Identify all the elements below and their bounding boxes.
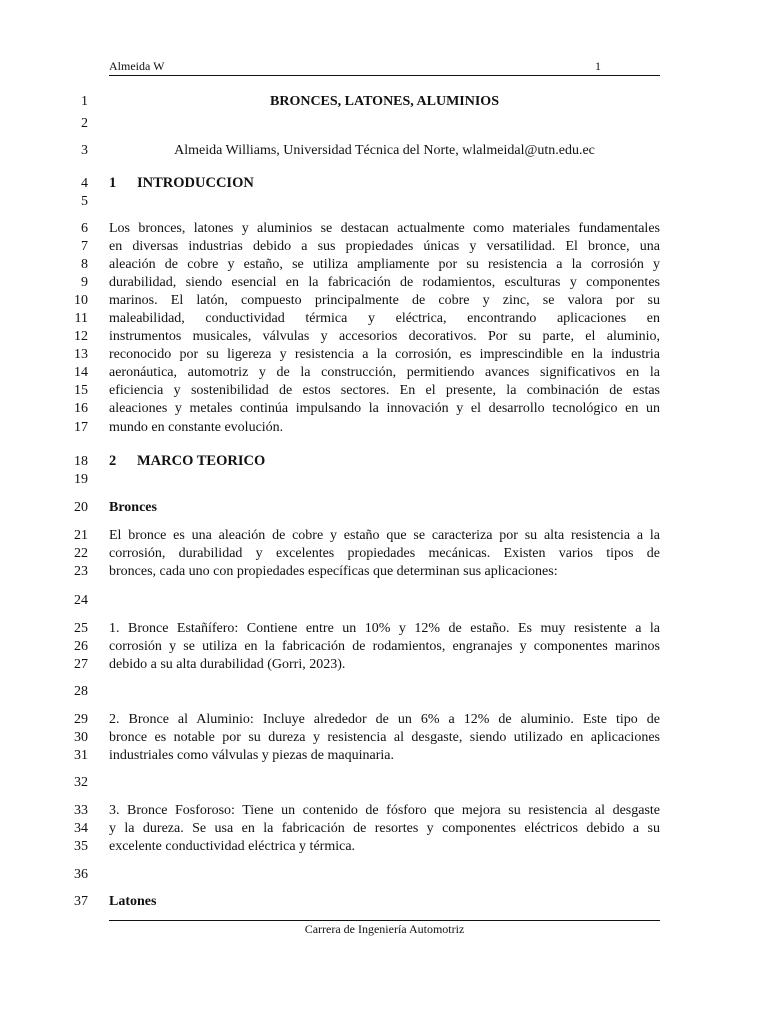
document-title: BRONCES, LATONES, ALUMINIOS [270, 94, 499, 109]
line-number: 33 [74, 803, 88, 818]
line-number: 30 [74, 730, 88, 745]
section-number: 1 [109, 175, 117, 191]
line-number: 9 [81, 275, 88, 290]
list-item-line: corrosión y se utiliza en la fabricación de rodamientos, engranajes y componentes marinos [109, 639, 660, 654]
subheading-bronces: Bronces [109, 500, 157, 515]
paragraph-line: bronces, cada uno con propiedades específicas que determinan sus aplicaciones: [109, 564, 558, 579]
line-number: 10 [74, 293, 88, 308]
line-number: 16 [74, 401, 88, 416]
line-number: 34 [74, 821, 88, 836]
line-number: 19 [74, 472, 88, 487]
paragraph-line: aleaciones y metales continúa impulsando la innovación y el desarrollo tecnológico en un [109, 401, 660, 416]
line-number: 36 [74, 867, 88, 882]
line-number: 25 [74, 621, 88, 636]
list-item-line: industriales como válvulas y piezas de maquinaria. [109, 748, 394, 763]
line-number: 13 [74, 347, 88, 362]
header-page-number: 1 [595, 59, 601, 73]
line-number: 24 [74, 593, 88, 608]
line-number: 8 [81, 257, 88, 272]
line-number: 1 [81, 94, 88, 109]
line-number: 32 [74, 775, 88, 790]
line-number: 3 [81, 143, 88, 158]
page-footer: Carrera de Ingeniería Automotriz [304, 922, 465, 936]
paragraph-line: eficiencia y sostenibilidad de estos sectores. En el presente, la combinación de estas [109, 383, 660, 398]
line-number: 15 [74, 383, 88, 398]
page-header [109, 59, 660, 76]
line-number: 12 [74, 329, 88, 344]
line-number: 27 [74, 657, 88, 672]
paragraph-line: marinos. El latón, compuesto principalmente de cobre y zinc, se valora por su [109, 293, 660, 308]
list-item-line: 1. Bronce Estañífero: Contiene entre un 10% y 12% de estaño. Es muy resistente a la [109, 621, 660, 636]
line-number: 17 [74, 420, 88, 435]
section-title: MARCO TEORICO [137, 453, 266, 469]
line-number: 18 [74, 454, 88, 469]
line-number: 37 [74, 894, 88, 909]
paragraph-line: Los bronces, latones y aluminios se destacan actualmente como materiales fundamentales [109, 221, 660, 236]
section-number: 2 [109, 453, 117, 469]
list-item-line: debido a su alta durabilidad (Gorri, 2023). [109, 657, 346, 672]
line-number: 22 [74, 546, 88, 561]
line-number: 31 [74, 748, 88, 763]
line-number: 26 [74, 639, 88, 654]
paragraph-line: reconocido por su ligereza y resistencia a la corrosión, es imprescindible en la industria [109, 347, 660, 362]
section-title: INTRODUCCION [137, 175, 254, 191]
paragraph-line: corrosión, durabilidad y excelentes propiedades mecánicas. Existen varios tipos de [109, 546, 660, 561]
list-item-line: 2. Bronce al Aluminio: Incluye alrededor de un 6% a 12% de aluminio. Este tipo de [109, 712, 660, 727]
paragraph-line: mundo en constante evolución. [109, 420, 284, 435]
line-number: 6 [81, 221, 88, 236]
line-number: 7 [81, 239, 88, 254]
paragraph-line: durabilidad, siendo esencial en la fabricación de rodamientos, esculturas y componentes [109, 275, 660, 290]
subheading-latones: Latones [109, 894, 157, 909]
list-item-line: bronce es notable por su dureza y resistencia al desgaste, siendo utilizado en aplicaciones [109, 730, 660, 745]
list-item-line: y la dureza. Se usa en la fabricación de resortes y componentes eléctricos debido a su [109, 821, 660, 836]
line-number: 28 [74, 684, 88, 699]
line-number: 23 [74, 564, 88, 579]
paragraph-line: maleabilidad, conductividad térmica y eléctrica, encontrando aplicaciones en [109, 311, 660, 326]
paragraph-line: El bronce es una aleación de cobre y estaño que se caracteriza por su alta resistencia a la [109, 528, 660, 543]
list-item-line: 3. Bronce Fosforoso: Tiene un contenido de fósforo que mejora su resistencia al desgaste [109, 803, 660, 818]
line-number: 11 [74, 311, 88, 326]
section-heading-introduccion [109, 174, 660, 192]
line-number: 14 [74, 365, 88, 380]
footer-divider [109, 920, 660, 921]
section-heading-marco-teorico [109, 452, 660, 470]
paragraph-line: aeronáutica, automotriz y de la construcción, permitiendo avances significativos en la [109, 365, 660, 380]
authors-line: Almeida Williams, Universidad Técnica del Norte, wlalmeidal@utn.edu.ec [174, 143, 595, 158]
paragraph-line: instrumentos musicales, válvulas y accesorios decorativos. Por su parte, el aluminio, [109, 329, 660, 344]
list-item-line: excelente conductividad eléctrica y térmica. [109, 839, 356, 854]
line-number: 29 [74, 712, 88, 727]
line-number: 21 [74, 528, 88, 543]
line-number: 35 [74, 839, 88, 854]
line-number: 5 [81, 194, 88, 209]
line-number: 4 [81, 176, 88, 191]
paragraph-line: aleación de cobre y estaño, se utiliza ampliamente por su resistencia a la corrosión y [109, 257, 660, 272]
line-number: 2 [81, 116, 88, 131]
header-author: Almeida W [109, 59, 165, 73]
line-number: 20 [74, 500, 88, 515]
paragraph-line: en diversas industrias debido a sus propiedades únicas y versatilidad. El bronce, una [109, 239, 660, 254]
